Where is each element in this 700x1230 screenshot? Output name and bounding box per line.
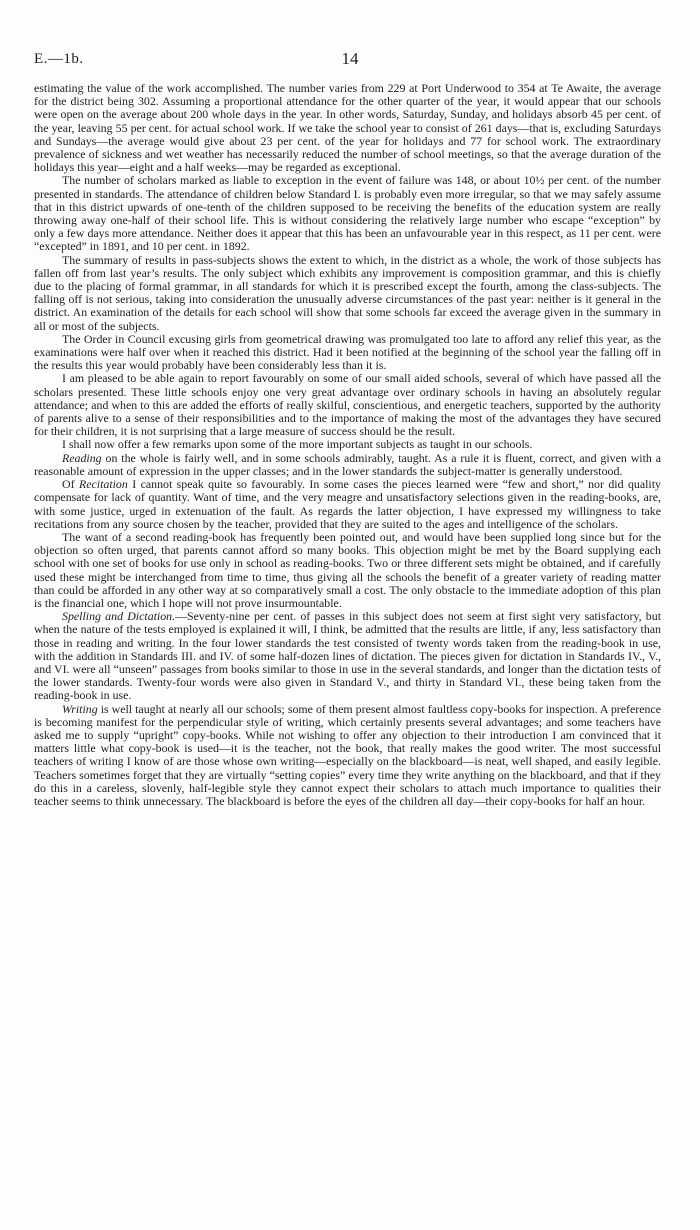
document-reference: E.—1b. [34,51,84,67]
paragraph [34,703,661,809]
paragraph [34,478,661,531]
italic-heading: Writing [62,701,98,716]
italic-heading: Spelling and Dictation. [62,609,176,624]
paragraph-text: is well taught at nearly all our schools; some of them present almost faultless copy-books for inspection. A preference is becoming manifest for the perpendicular style of writing, which certainly presents several advantages; and some teachers have asked me to supply “upright” copy-books. While not wishing to offer any objection to their introduction I am convinced that it matters little what copy-book is used—it is the teacher, not the book, that really makes the good writer. The most successful teachers of writing I know of are those whose own writing—especially on the blackboard—is neat, well shaped, and easily legible. Teachers sometimes forget that they are virtually “setting copies” every time they write anything on the blackboard, and that if they do this in a careless, slovenly, half-legible style they cannot expect their scholars to attach much importance to qualities their teacher seems to think unnecessary. The blackboard is before the eyes of the children all day—their copy-books for half an hour. [34,701,661,808]
paragraph-text: on the whole is fairly well, and in some schools admirably, taught. As a rule it is fluent, correct, and given with a reasonable amount of expression in the upper classes; and in the lower standards the subject-matter is generally understood. [34,450,661,478]
paragraph [34,82,661,174]
paragraph [34,610,661,702]
paragraph [34,531,661,610]
paragraph-text: I cannot speak quite so favourably. In some cases the pieces learned were “few and short,” nor did quality compensate for lack of quantity. Want of time, and the very meagre and unsatisfactory selections given in the reading-books, are, with some justice, urged in extenuation of the fault. As regards the latter objection, I have expressed my willingness to take recitations from any source chosen by the teacher, provided that they are suited to the ages and intelligence of the scholars. [34,477,661,531]
paragraph-text: The Order in Council excusing girls from geometrical drawing was promulgated too late to afford any relief this year, as the examinations were half over when it reached this district. Had it been notified at the beginning of the school year the falling off in the results this year would probably have been considerably less than it is. [34,331,661,373]
paragraph [34,372,661,438]
paragraph [34,254,661,333]
paragraph-text: The want of a second reading-book has frequently been pointed out, and would have been supplied long since but for the objection so often urged, that parents cannot afford so many books. This objection might be met by the Board supplying each school with one set of books for use only in school as reading-books. Two or three different sets might be obtained, and if carefully used these might be interchanged from time to time, thus giving all the schools the benefit of a greater variety of reading matter than could be afforded in any other way at so comparatively small a cost. The only obstacle to the immediate adoption of this plan is the financial one, which I hope will not prove insurmountable. [34,529,661,610]
page-number: 14 [341,49,359,68]
paragraph-text: estimating the value of the work accomplished. The number varies from 229 at Port Underwood to 354 at Te Awaite, the average for the district being 302. Assuming a proportional attendance for the other quarter of the year, it would appear that our schools were open on the average about 200 whole days in the year. In other words, Saturday, Sunday, and holidays absorb 45 per cent. of the year, leaving 55 per cent. for actual school work. If we take the school year to consist of 261 days—that is, excluding Saturdays and Sundays—the average would give about 23 per cent. of the year for holidays and 77 for school work. The extraordinary prevalence of sickness and wet weather has necessarily reduced the number of school meetings, so that the average duration of the holidays this year—eight and a half weeks—may be regarded as exceptional. [34,81,661,175]
paragraph [34,174,661,253]
paragraph-text: The number of scholars marked as liable to exception in the event of failure was 148, or about 10½ per cent. of the number presented in standards. The attendance of children below Standard I. is probably even more irregular, so that we may safely assume that in this district upwards of one-tenth of the children supposed to be receiving the benefits of the education system are really throwing away one-half of their school life. This is without considering the relatively large number who escape “exception” by only a few days more attendance. Neither does it appear that this has been an unfavourable year in this respect, as 11 per cent. were “excepted” in 1891, and 10 per cent. in 1892. [34,173,661,254]
paragraph-text: —Seventy-nine per cent. of passes in this subject does not seem at first sight very satisfactory, but when the nature of the tests employed is explained it will, I think, be admitted that the results are little, if any, less satisfactory than those in reading and writing. In the four lower standards the test consisted of twenty words taken from the reading-book in use, with the addition in Standards III. and IV. of some half-dozen lines of dictation. The pieces given for dictation in Standards IV., V., and VI. were all “unseen” passages from books similar to those in use in the several standards, and longer than the dictation tests of the lower standards. Twenty-four words were also given in Standard V., and thirty in Standard VI., these being taken from the reading-book in use. [34,609,661,703]
body-text [34,82,661,808]
paragraph-text: I am pleased to be able again to report favourably on some of our small aided schools, several of which have passed all the scholars presented. These little schools enjoy one very great advantage over ordinary schools in having an absolutely regular attendance; and when to this are added the efforts of really skilful, conscientious, and energetic teachers, supported by the authority of parents alive to a sense of their responsibilities and to the importance of making the most of the advantages they have secured for their children, it is not surprising that a large measure of success should be the result. [34,371,661,439]
paragraph-text: I shall now offer a few remarks upon some of the more important subjects as taught in our schools. [62,437,533,452]
paragraph-text: The summary of results in pass-subjects shows the extent to which, in the district as a whole, the work of those subjects has fallen off from last year’s results. The only subject which exhibits any improvement is composition grammar, and this is chiefly due to the placing of formal grammar, in all standards for which it is prescribed except the fourth, among the class-subjects. The falling off is not serious, taking into consideration the unusually adverse circumstances of the past year: neither is it general in the district. An examination of the details for each school will show that some schools far exceed the average given in the summary in all or most of the subjects. [34,252,661,333]
paragraph-text: Of [62,477,79,492]
italic-heading: Recitation [78,477,128,492]
paragraph [34,452,661,478]
italic-heading: Reading [62,450,102,465]
paragraph [34,333,661,373]
